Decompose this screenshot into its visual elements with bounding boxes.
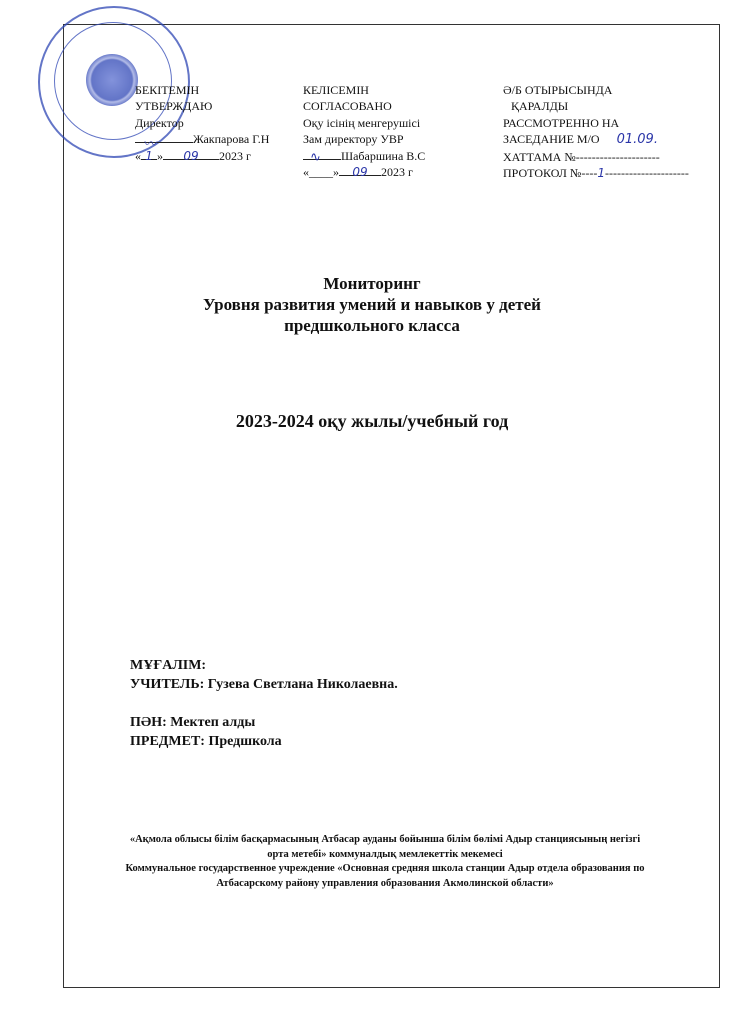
teacher-name: Гузева Светлана Николаевна. — [204, 677, 398, 692]
protocol-kz: ХАТТАМА №--------------------- — [503, 149, 660, 164]
director-signature: 〰 — [143, 137, 157, 152]
footer-line3: Коммунальное государственное учреждение «Основная средняя школа станции Адыр отдела образования по — [125, 863, 645, 874]
academic-year: 2023-2024 оқу жылы/учебный год — [235, 411, 509, 431]
protocol-ru-suffix: --------------------- — [604, 166, 689, 181]
date-quote-close: » — [157, 148, 163, 163]
signature-blank — [303, 148, 341, 160]
meeting-line4-text: ЗАСЕДАНИЕ М/О — [503, 132, 600, 147]
agree-name: Шабаршина В.С — [341, 148, 426, 163]
agree-date — [303, 164, 425, 180]
approve-month: 09 — [163, 148, 219, 160]
deputy-signature: ∿ — [310, 150, 321, 165]
approve-role: Директор — [135, 115, 184, 130]
footer-line2: орта метебі» коммуналдық мемлекеттік мекемесі — [267, 848, 503, 860]
subject-kz-line — [130, 713, 282, 732]
meeting-line1: Ә/Б ОТЫРЫСЫНДА — [503, 83, 613, 97]
doc-title-line1: Мониторинг — [323, 274, 421, 293]
protocol-number: 1 — [597, 166, 605, 181]
state-emblem-icon — [86, 54, 138, 106]
meeting-line3: РАССМОТРЕННО НА — [503, 115, 620, 130]
meeting-line4 — [503, 131, 689, 148]
subject-block — [130, 713, 282, 751]
doc-title-line2: Уровня развития умений и навыков у детей — [203, 295, 541, 314]
meeting-line2: ҚАРАЛДЫ — [511, 99, 569, 114]
meeting-block — [503, 82, 689, 181]
footer-line4: Атбасарскому району управления образования Акмолинской области» — [216, 877, 554, 889]
protocol-dashes-left: ---- — [581, 166, 598, 181]
approve-ru: УТВЕРЖДАЮ — [135, 99, 213, 114]
agree-year: 2023 г — [381, 165, 413, 180]
date-quote-open: « — [135, 148, 141, 163]
agree-signature-line — [303, 148, 425, 164]
agree-role-ru: Зам директору УВР — [303, 132, 404, 147]
footer-line1: «Ақмола облысы білім басқармасының Атбасар ауданы бойынша білім бөлімі Адыр станциясының негізгі — [129, 834, 641, 845]
protocol-ru-prefix: ПРОТОКОЛ № — [503, 166, 582, 181]
agreement-block — [303, 82, 425, 180]
agree-month: 09 — [339, 164, 381, 176]
institution-footer — [70, 833, 700, 891]
subject-kz: Мектеп алды — [166, 715, 256, 730]
protocol-ru — [503, 165, 689, 181]
subject-kz-label: ПӘН: — [130, 715, 167, 730]
agree-role-kz: Оқу ісінің менгерушісі — [303, 115, 421, 130]
agree-ru: СОГЛАСОВАНО — [303, 99, 392, 114]
approve-kz: БЕКІТЕМІН — [135, 83, 200, 97]
teacher-line — [130, 675, 398, 694]
doc-title-line3: предшкольного класса — [284, 316, 460, 335]
agree-date-prefix: «____» — [303, 165, 339, 180]
teacher-label-ru: УЧИТЕЛЬ: — [130, 677, 205, 692]
approve-day: 1 — [141, 148, 157, 160]
subject-ru-label: ПРЕДМЕТ: — [130, 734, 205, 749]
approve-name: Жакпарова Г.Н — [193, 132, 270, 147]
subject-ru-line — [130, 732, 282, 751]
approve-year: 2023 г — [219, 148, 251, 163]
meeting-signature-date: 01.09. — [616, 132, 658, 148]
subject-ru: Предшкола — [204, 734, 282, 749]
agree-kz: КЕЛІСЕМІН — [303, 83, 369, 97]
teacher-block — [130, 656, 398, 694]
teacher-label-kz: МҰҒАЛІМ: — [130, 658, 207, 673]
